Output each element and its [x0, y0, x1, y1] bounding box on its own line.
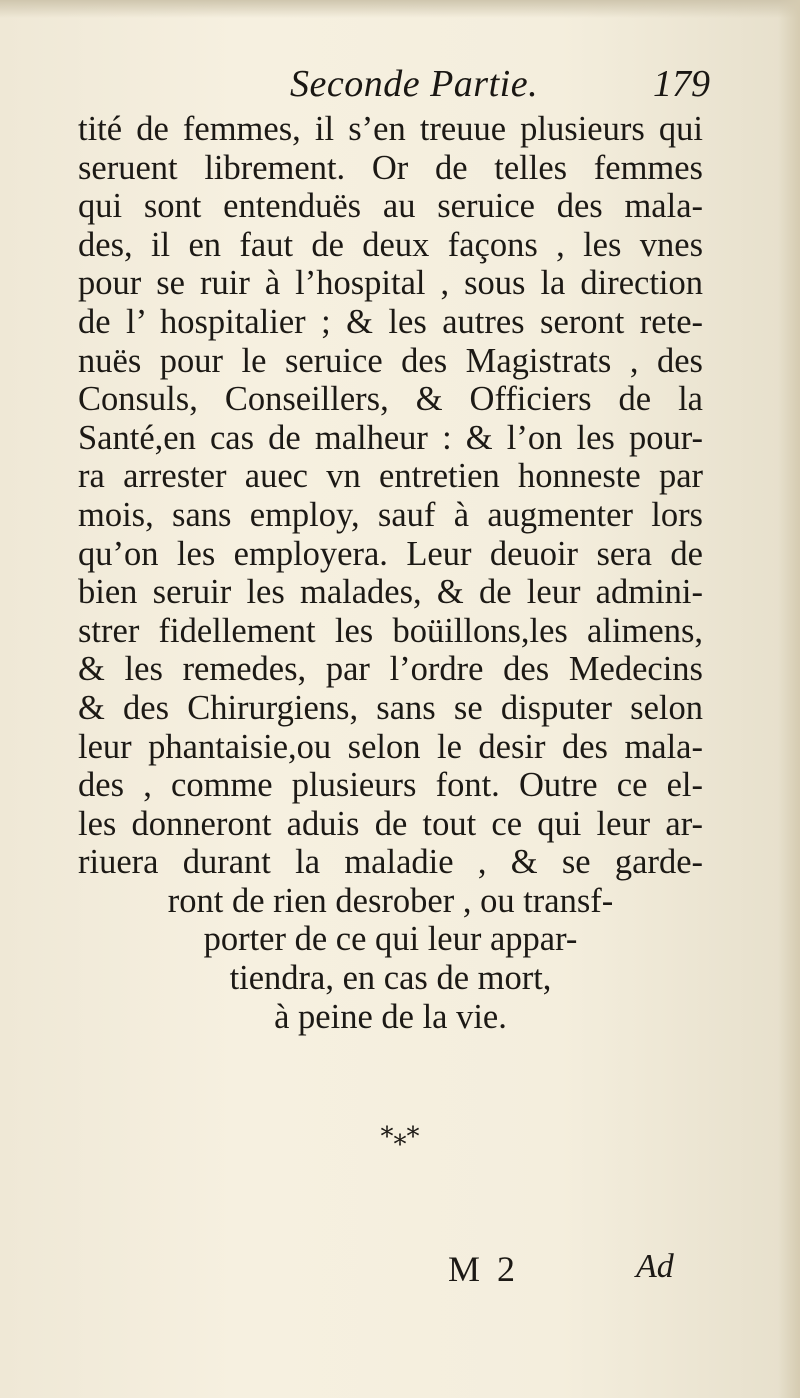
- text-line: leur phantaisie,ou selon le desir des mala-: [78, 727, 703, 766]
- asterism-ornament: *⁎*: [380, 1122, 420, 1152]
- closing-line: ront de rien desrober , ou transf-: [167, 881, 614, 920]
- running-head: Seconde Partie.: [290, 63, 539, 105]
- page-right-edge: [778, 0, 800, 1398]
- text-line: Santé,en cas de malheur : & l’on les pour-: [78, 418, 703, 457]
- text-line: riuera durant la maladie , & se garde-: [78, 843, 703, 882]
- text-line: tité de femmes, il s’en treuue plusieurs qui: [78, 110, 703, 148]
- closing-line: tiendra, en cas de mort,: [229, 959, 552, 998]
- text-line: Consuls, Conseillers, & Officiers de la: [78, 380, 703, 419]
- body-text: [78, 110, 703, 1036]
- catchword: Ad: [636, 1248, 674, 1285]
- text-line: qui sont entenduës au seruice des mala-: [78, 187, 703, 226]
- text-line: strer fidellement les boüillons,les alimens,: [78, 611, 703, 650]
- text-line: bien seruir les malades, & de leur admini-: [78, 573, 703, 612]
- page-header: [290, 62, 710, 112]
- text-line: & des Chirurgiens, sans se disputer selon: [78, 688, 703, 727]
- text-line: des, il en faut de deux façons , les vnes: [78, 225, 703, 264]
- text-line: mois, sans employ, sauf à augmenter lors: [78, 495, 703, 534]
- text-line: & les remedes, par l’ordre des Medecins: [78, 650, 703, 689]
- text-line: pour se ruir à l’hospital , sous la direction: [78, 264, 703, 303]
- text-line: seruent librement. Or de telles femmes: [78, 148, 703, 187]
- closing-line: à peine de la vie.: [274, 997, 507, 1036]
- text-line: des , comme plusieurs font. Outre ce el-: [78, 766, 703, 805]
- text-line: ra arrester auec vn entretien honneste par: [78, 457, 703, 496]
- text-line: nuës pour le seruice des Magistrats , des: [78, 341, 703, 380]
- text-line: les donneront aduis de tout ce qui leur ar-: [78, 804, 703, 843]
- text-line: qu’on les employera. Leur deuoir sera de: [78, 534, 703, 573]
- text-line: de l’ hospitalier ; & les autres seront rete-: [78, 302, 703, 341]
- signature-mark: M 2: [448, 1249, 520, 1289]
- closing-line: porter de ce qui leur appar-: [203, 920, 578, 959]
- page-top-shadow: [0, 0, 800, 18]
- page-number: 179: [653, 63, 710, 105]
